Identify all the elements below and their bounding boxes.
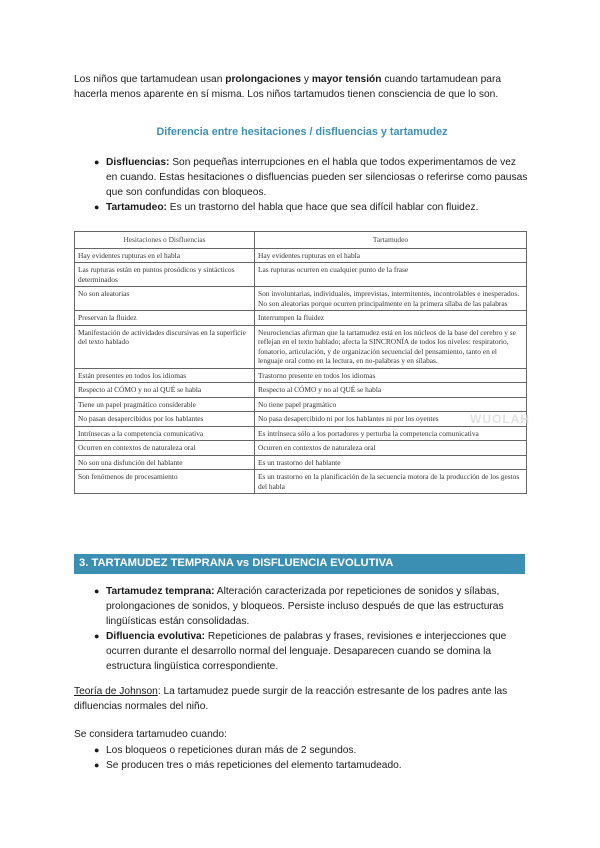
table-row [75, 248, 527, 263]
section-heading: 3. TARTAMUDEZ TEMPRANA vs DISFLUENCIA EVOLUTIVA [79, 557, 394, 569]
cell-tartamudeo: Es un trastorno en la planificación de la secuencia motora de la producción de los gestos del habla [255, 470, 527, 494]
intro-paragraph: Los niños que tartamudean usan prolongaciones y mayor tensión cuando tartamudean para hacerla menos aparente en sí misma. Los niños tartamudos tienen consciencia de que lo son. [74, 74, 502, 100]
table-row [75, 263, 527, 287]
list-item: ● Difluencia evolutiva: Repeticiones de palabras y frases, revisiones e interjecciones que ocurren durante el desarrollo normal del lenguaje. Desaparecen cuando se domina la estructura lingüística correspondiente. [94, 631, 507, 672]
table-row [75, 397, 527, 412]
cell-disfluencias: No son aleatorias [75, 287, 255, 311]
table-row [75, 311, 527, 326]
cell-tartamudeo: Son involuntarias, individuales, imprevistas, intermitentes, incontrolables e inesperados. No son aleatorias porque ocurren principalmente en la primera sílaba de las palabras [255, 287, 527, 311]
table-header-row [75, 232, 527, 249]
bullet-icon: ● [94, 745, 100, 755]
johnson-label: Teoría de Johnson [74, 686, 158, 697]
cell-tartamudeo: Trastorno presente en todos los idiomas [255, 368, 527, 383]
bullet-icon: ● [94, 586, 100, 596]
cell-disfluencias: Son fenómenos de procesamiento [75, 470, 255, 494]
column-header: Tartamudeo [255, 232, 527, 249]
cell-tartamudeo: Las rupturas ocurren en cualquier punto de la frase [255, 263, 527, 287]
cell-tartamudeo: Es intrínseca sólo a los portadores y perturba la competencia comunicativa [255, 426, 527, 441]
cell-tartamudeo: No pasa desapercibido ni por los hablantes ni por los oyentes [255, 412, 527, 427]
table-row [75, 383, 527, 398]
list-item: ● Tartamudeo: Es un trastorno del habla que hace que sea difícil hablar con fluidez. [94, 202, 479, 213]
table-row [75, 455, 527, 470]
comparison-table [74, 231, 527, 494]
criteria-list [80, 743, 530, 773]
cell-disfluencias: No pasan desapercibidos por los hablantes [75, 412, 255, 427]
cell-disfluencias: Manifestación de actividades discursivas en la superficie del texto hablado [75, 325, 255, 368]
section-subtitle: Diferencia entre hesitaciones / disfluencias y tartamudez [156, 126, 448, 138]
cell-disfluencias: Respecto al CÓMO y no al QUÉ se habla [75, 383, 255, 398]
cell-tartamudeo: Respecto al CÓMO y no al QUÉ se habla [255, 383, 527, 398]
table-row [75, 325, 527, 368]
bullet-icon: ● [94, 631, 100, 641]
table-row [75, 470, 527, 494]
column-header: Hesitaciones o Disfluencias [75, 232, 255, 249]
list-item: ● Se producen tres o más repeticiones del elemento tartamudeado. [94, 760, 402, 771]
term-prolongaciones: prolongaciones [225, 74, 302, 85]
bullet-icon: ● [94, 202, 100, 212]
cell-disfluencias: No son una disfunción del hablante [75, 455, 255, 470]
cell-disfluencias: Preservan la fluidez [75, 311, 255, 326]
cell-tartamudeo: Neurociencias afirman que la tartamudez está en los núcleos de la base del cerebro y se reflejan en el texto hablado; afecta la SINCRONÍA de todos los niveles: respiratorio, fonatorio, articulación, y de organización secuencial del pensamiento, tanto en el lenguaje oral como en la lectura, en no-palabras y en sílabas. [255, 325, 527, 368]
cell-disfluencias: Intrínsecas a la competencia comunicativa [75, 426, 255, 441]
cell-disfluencias: Están presentes en todos los idiomas [75, 368, 255, 383]
johnson-paragraph: Teoría de Johnson: La tartamudez puede surgir de la reacción estresante de los padres ante las difluencias normales del niño. [74, 686, 508, 712]
cell-disfluencias: Tiene un papel pragmático considerable [75, 397, 255, 412]
tartamudez-list [80, 584, 530, 674]
list-item: ● Disfluencias: Son pequeñas interrupciones en el habla que todos experimentamos de vez en cuando. Estas hesitaciones o disfluencias pueden ser silenciosas o referirse como pausas que son confundidas con bloqueos. [94, 157, 528, 198]
bullet-icon: ● [94, 157, 100, 167]
table-row [75, 441, 527, 456]
cell-tartamudeo: Es un trastorno del hablante [255, 455, 527, 470]
cell-tartamudeo: Hay evidentes rupturas en el habla [255, 248, 527, 263]
section-heading-bar [74, 554, 525, 574]
cell-tartamudeo: Interrumpen la fluidez [255, 311, 527, 326]
cell-tartamudeo: Ocurren en contextos de naturaleza oral [255, 441, 527, 456]
list-item: ● Los bloqueos o repeticiones duran más de 2 segundos. [94, 745, 357, 756]
cell-disfluencias: Las rupturas están en puntos prosódicos y sintácticos determinados [75, 263, 255, 287]
table-row [75, 426, 527, 441]
list-item: ● Tartamudez temprana: Alteración caracterizada por repeticiones de sonidos y sílabas, prolongaciones de sonidos, y bloqueos. Persiste incluso después de que las estructuras lingüísticas están consolidadas. [94, 586, 504, 627]
table-row [75, 368, 527, 383]
criteria-intro: Se considera tartamudeo cuando: [74, 729, 227, 740]
bullet-icon: ● [94, 760, 100, 770]
watermark: WUOLAH [470, 412, 530, 426]
cell-disfluencias: Ocurren en contextos de naturaleza oral [75, 441, 255, 456]
cell-disfluencias: Hay evidentes rupturas en el habla [75, 248, 255, 263]
table-row [75, 287, 527, 311]
cell-tartamudeo: No tiene papel pragmático [255, 397, 527, 412]
term-mayor-tension: mayor tensión [311, 74, 382, 85]
definitions-list [80, 155, 530, 215]
table-row [75, 412, 527, 427]
